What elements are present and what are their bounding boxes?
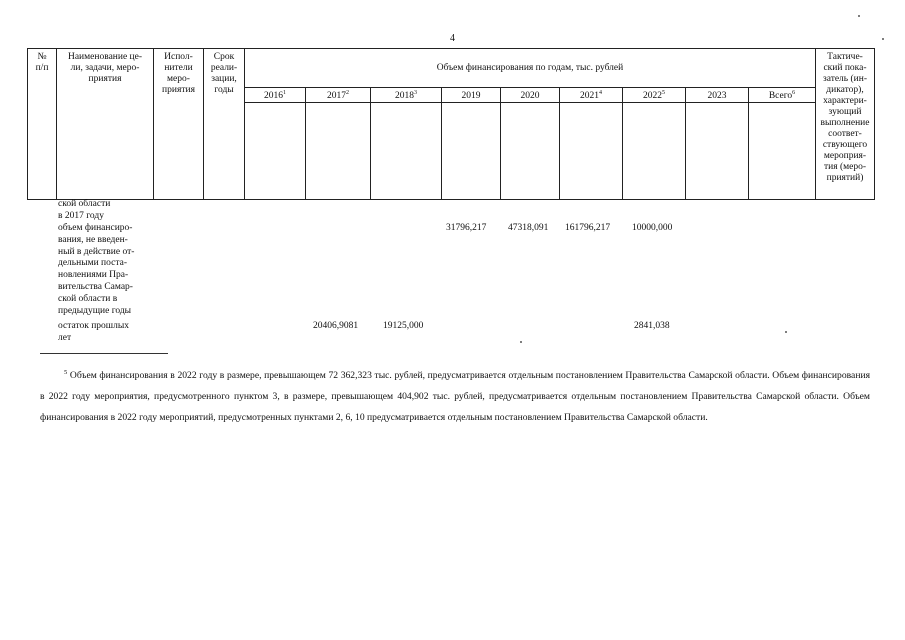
year-blank-2018: [371, 103, 442, 200]
year-cell-total: Всего$^6$: [749, 88, 816, 103]
year-blank-2021: [560, 103, 623, 200]
row1-value-2020: 47318,091: [508, 223, 549, 233]
row-text-region: ской области в 2017 году: [58, 199, 111, 221]
row2-value-2018: 19125,000: [383, 321, 424, 331]
col-name-header: [57, 49, 154, 200]
scan-speck: [858, 15, 860, 17]
page-number: 4: [450, 33, 455, 44]
year-blank-2023: [686, 103, 749, 200]
row2-value-2017: 20406,9081: [313, 321, 359, 331]
year-blank-2022: [623, 103, 686, 200]
footnote-text: Объем финансирования в 2022 году в размере, превышающем 72 362,323 тыс. рублей, предусматривается отдельным постановлением Правительства Самарской области. Объем финансирования в 2022 году мероприятия, предусмотренного пунктом 3, в размере, превышающем 404,902 тыс. рублей, предусматривается отдельным постановлением Правительства Самарской области. Объем финансирования в 2022 году мероприятий, предусмотренных пунктами 2, 6, 10 предусматривается отдельным постановлением Правительства Самарской области.: [40, 370, 870, 424]
footnote-5: [40, 362, 870, 428]
year-cell-2019: 2019: [442, 88, 501, 103]
row-text-remaining: остаток прошлых лет: [58, 321, 129, 343]
footnote-marker: 5: [64, 369, 68, 376]
col-executors-header: [154, 49, 204, 200]
year-cell-2020: 2020: [501, 88, 560, 103]
col-number-label: № п/п: [35, 52, 49, 73]
row2-value-2022: 2841,038: [634, 321, 670, 331]
col-number-header: [28, 49, 57, 200]
scan-speck: [785, 331, 787, 333]
row1-value-2021: 161796,217: [565, 223, 611, 233]
year-cell-2017: 2017$^2$: [306, 88, 371, 103]
col-executors-label: Испол- нители меро- приятия: [162, 52, 195, 95]
year-cell-2016: 2016$^1$: [245, 88, 306, 103]
year-cell-2018: 2018$^3$: [371, 88, 442, 103]
year-blank-2019: [442, 103, 501, 200]
col-indicator-header: [816, 49, 875, 200]
year-cell-2022: 2022$^5$: [623, 88, 686, 103]
row-text-unfunded: объем финансиро- вания, не введен- ный в действие от- дельными поста- новлениями Пра- вительства Самар- ской области в предыдущие годы: [58, 223, 135, 316]
year-blank-2020: [501, 103, 560, 200]
year-blank-2016: [245, 103, 306, 200]
header-table: [27, 48, 875, 200]
col-finance-label: Объем финансирования по годам, тыс. рублей: [436, 62, 624, 73]
year-cell-2023: 2023: [686, 88, 749, 103]
row1-value-2022: 10000,000: [632, 223, 673, 233]
col-term-label: Срок реали- зации, годы: [210, 52, 238, 95]
col-term-header: [204, 49, 245, 200]
row1-value-2019: 31796,217: [446, 223, 487, 233]
scan-speck: [520, 341, 522, 343]
col-indicator-label: Тактиче- ский пока- затель (ин- дикатор), характери- зующий выполнение соответ- ствующего мероприя- тия (меро- приятий): [820, 52, 870, 183]
footnote-separator: [40, 353, 168, 354]
year-blank-total: [749, 103, 816, 200]
col-finance-header: [245, 49, 816, 88]
year-blank-2017: [306, 103, 371, 200]
col-name-label: Наименование це- ли, задачи, меро- приятия: [67, 52, 143, 84]
scan-speck: [882, 38, 884, 40]
year-cell-2021: 2021$^4$: [560, 88, 623, 103]
